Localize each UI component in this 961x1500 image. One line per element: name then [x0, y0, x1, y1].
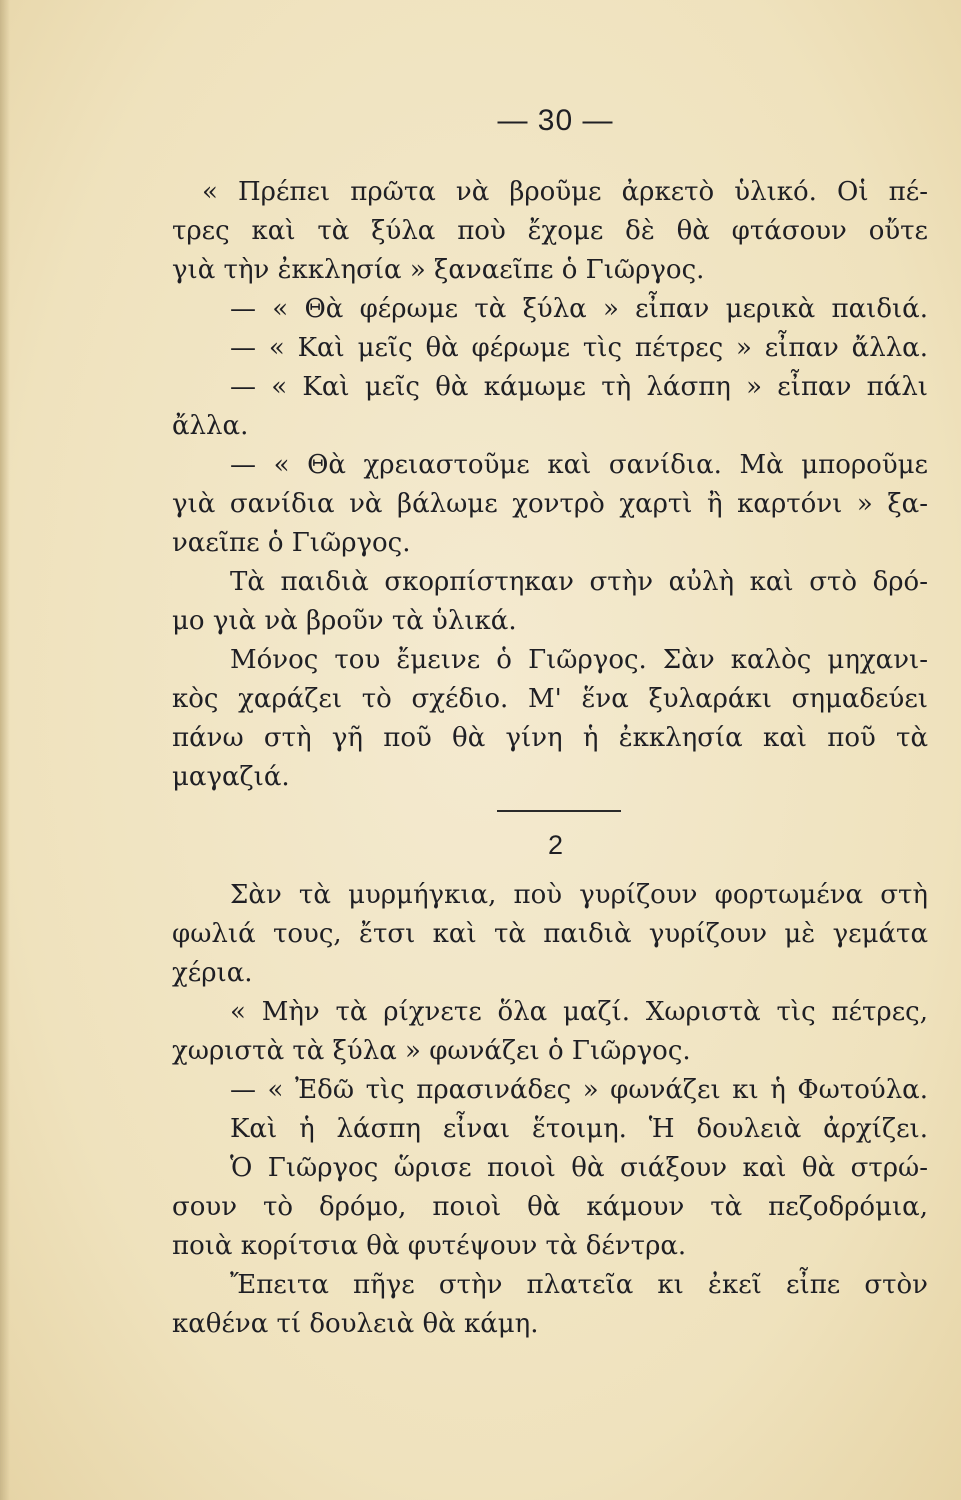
text-line: ναεῖπε ὁ Γιῶργος.	[172, 528, 411, 558]
text-line: — « Ἐδῶ τὶς πρασινάδες » φωνάζει κι ἡ Φωτούλα.	[230, 1075, 928, 1105]
text-line: καθένα τί δουλειὰ θὰ κάμη.	[172, 1309, 539, 1339]
text-line: ποιὰ κορίτσια θὰ φυτέψουν τὰ δέντρα.	[172, 1231, 687, 1261]
text-line: χωριστὰ τὰ ξύλα » φωνάζει ὁ Γιῶργος.	[172, 1036, 691, 1066]
text-line: πάνω στὴ γῆ ποῦ θὰ γίνη ἡ ἐκκλησία καὶ ποῦ τὰ	[172, 723, 928, 753]
text-line: γιὰ σανίδια νὰ βάλωμε χοντρὸ χαρτὶ ἢ καρτόνι » ξα-	[172, 489, 928, 519]
text-line: φωλιά τους, ἔτσι καὶ τὰ παιδιὰ γυρίζουν μὲ γεμάτα	[172, 919, 928, 949]
section-divider	[497, 810, 621, 812]
section-number: 2	[547, 830, 564, 860]
text-line: Ἔπειτα πῆγε στὴν πλατεῖα κι ἐκεῖ εἶπε στὸν	[230, 1270, 928, 1300]
text-line: γιὰ τὴν ἐκκλησία » ξαναεῖπε ὁ Γιῶργος.	[172, 255, 705, 285]
text-line: — « Καὶ μεῖς θὰ κάμωμε τὴ λάσπη » εἶπαν πάλι	[230, 372, 928, 402]
text-line: — « Καὶ μεῖς θὰ φέρωμε τὶς πέτρες » εἶπαν ἄλλα.	[230, 333, 928, 363]
text-line: κὸς χαράζει τὸ σχέδιο. Μ' ἕνα ξυλαράκι σημαδεύει	[172, 684, 928, 714]
text-line: τρες καὶ τὰ ξύλα ποὺ ἔχομε δὲ θὰ φτάσουν οὔτε	[172, 216, 928, 246]
text-line: μαγαζιά.	[172, 762, 290, 792]
text-line: μο γιὰ νὰ βροῦν τὰ ὑλικά.	[172, 606, 517, 636]
text-line: Ὁ Γιῶργος ὥρισε ποιοὶ θὰ σιάξουν καὶ θὰ στρώ-	[230, 1153, 928, 1183]
text-line: — « Θὰ φέρωμε τὰ ξύλα » εἶπαν μερικὰ παιδιά.	[230, 294, 928, 324]
page-number: — 30 —	[497, 104, 614, 137]
text-line: « Μὴν τὰ ρίχνετε ὅλα μαζί. Χωριστὰ τὶς πέτρες,	[230, 997, 928, 1027]
text-line: « Πρέπει πρῶτα νὰ βροῦμε ἀρκετὸ ὑλικό. Οἱ πέ-	[202, 177, 928, 207]
text-line: σουν τὸ δρόμο, ποιοὶ θὰ κάμουν τὰ πεζοδρόμια,	[172, 1192, 928, 1222]
text-line: χέρια.	[172, 958, 253, 988]
text-block-1	[172, 173, 928, 797]
text-block-2	[172, 876, 928, 1344]
text-line: Καὶ ἡ λάσπη εἶναι ἕτοιμη. Ἡ δουλειὰ ἀρχίζει.	[230, 1114, 928, 1144]
text-line: Τὰ παιδιὰ σκορπίστηκαν στὴν αὐλὴ καὶ στὸ δρό-	[230, 567, 928, 597]
text-line: Σὰν τὰ μυρμήγκια, ποὺ γυρίζουν φορτωμένα στὴ	[230, 880, 928, 910]
page-edge-shadow	[0, 0, 10, 1500]
text-line: Μόνος του ἔμεινε ὁ Γιῶργος. Σὰν καλὸς μηχανι-	[230, 645, 928, 675]
text-line: — « Θὰ χρειαστοῦμε καὶ σανίδια. Μὰ μποροῦμε	[230, 450, 928, 480]
text-line: ἄλλα.	[172, 411, 249, 441]
